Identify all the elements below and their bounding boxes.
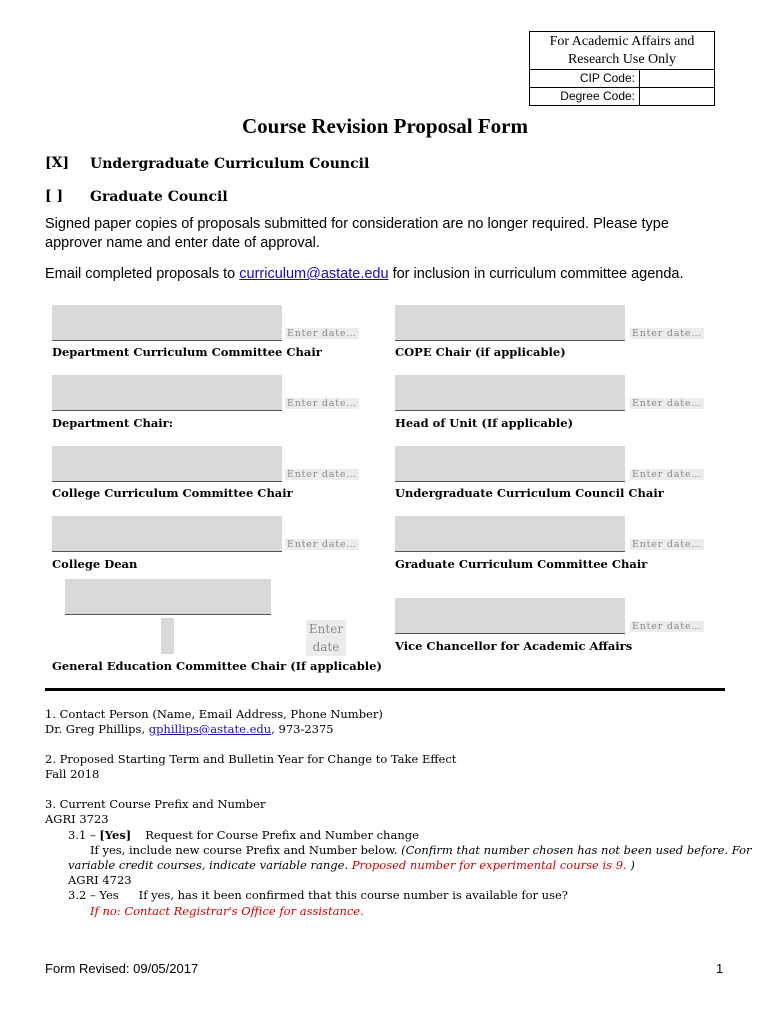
cip-code-field[interactable] [640,70,714,87]
section-3-2-line: 3.2 – Yes If yes, has it been confirmed that this course number is available for use? [68,888,568,902]
college-curriculum-chair-label: College Curriculum Committee Chair [52,486,293,500]
ucc-checkbox[interactable]: [X] [45,155,70,171]
gen-ed-chair-signature-extension [161,618,174,654]
cip-code-label: CIP Code: [530,70,640,87]
dept-curriculum-chair-label: Department Curriculum Committee Chair [52,345,322,359]
degree-code-field[interactable] [640,88,714,105]
cope-chair-date[interactable]: Enter date… [632,328,702,339]
section-3-1-instructions-cont: variable credit courses, indicate variable range. Proposed number for experimental course is 9. ) [68,858,635,872]
college-curriculum-chair-signature[interactable] [52,446,282,482]
ucc-chair-date[interactable]: Enter date… [632,469,702,480]
vice-chancellor-date[interactable]: Enter date… [632,621,702,632]
dept-curriculum-chair-signature[interactable] [52,305,282,341]
experimental-course-note: Proposed number for experimental course is 9. [351,858,627,872]
vice-chancellor-label: Vice Chancellor for Academic Affairs [395,639,633,653]
dept-chair-date[interactable]: Enter date… [287,398,357,409]
page-title: Course Revision Proposal Form [241,114,528,138]
section-3-1-answer[interactable]: [Yes] [99,828,132,842]
section-2-value: Fall 2018 [45,767,100,781]
grad-council-checkbox[interactable]: [ ] [45,188,64,204]
office-use-box [529,31,715,106]
vice-chancellor-signature[interactable] [395,598,625,634]
degree-code-label: Degree Code: [530,88,640,105]
section-3-1-new-number: AGRI 4723 [68,873,132,887]
cope-chair-label: COPE Chair (if applicable) [395,345,566,359]
section-divider [45,688,725,691]
dept-chair-signature[interactable] [52,375,282,411]
grad-curriculum-chair-label: Graduate Curriculum Committee Chair [395,557,648,571]
registrar-note: If no: Contact Registrar's Office for assistance. [90,904,364,918]
section-3-title: 3. Current Course Prefix and Number [45,797,266,811]
ucc-chair-signature[interactable] [395,446,625,482]
head-of-unit-date[interactable]: Enter date… [632,398,702,409]
gen-ed-chair-label: General Education Committee Chair (If applicable) [52,659,382,673]
cope-chair-signature[interactable] [395,305,625,341]
dept-curriculum-chair-date[interactable]: Enter date… [287,328,357,339]
office-use-heading: For Academic Affairs and Research Use Only [530,32,714,70]
section-3-2-answer[interactable]: 3.2 – Yes [68,888,119,902]
gen-ed-chair-date[interactable]: Enter date [306,620,346,656]
head-of-unit-signature[interactable] [395,375,625,411]
page-number: 1 [716,961,724,976]
section-2-title: 2. Proposed Starting Term and Bulletin Year for Change to Take Effect [45,752,457,766]
email-link[interactable]: curriculum@astate.edu [239,266,389,282]
dept-chair-label: Department Chair: [52,416,173,430]
contact-email-link[interactable]: gphillips@astate.edu [148,722,272,736]
section-3-value: AGRI 3723 [45,812,109,826]
college-dean-date[interactable]: Enter date… [287,539,357,550]
gen-ed-chair-signature[interactable] [65,579,271,615]
signed-copies-note: Signed paper copies of proposals submitted for consideration are no longer required. Please type approver name and enter date of approval. [45,216,669,251]
section-3-1-line: 3.1 – [Yes] Request for Course Prefix and Number change [68,828,419,842]
college-dean-label: College Dean [52,557,138,571]
ucc-label: Undergraduate Curriculum Council [90,156,370,172]
email-instructions: Email completed proposals to curriculum@astate.edu for inclusion in curriculum committee agenda. [45,266,684,282]
head-of-unit-label: Head of Unit (If applicable) [395,416,574,430]
section-1-title: 1. Contact Person (Name, Email Address, Phone Number) [45,707,383,721]
section-1-value: Dr. Greg Phillips, gphillips@astate.edu, 973-2375 [45,722,334,736]
grad-curriculum-chair-signature[interactable] [395,516,625,552]
section-3-1-instructions: If yes, include new course Prefix and Number below. (Confirm that number chosen has not been used before. For [90,843,752,857]
form-revised-date: Form Revised: 09/05/2017 [45,961,199,976]
college-dean-signature[interactable] [52,516,282,552]
college-curriculum-chair-date[interactable]: Enter date… [287,469,357,480]
grad-curriculum-chair-date[interactable]: Enter date… [632,539,702,550]
grad-council-label: Graduate Council [90,189,228,205]
ucc-chair-label: Undergraduate Curriculum Council Chair [395,486,664,500]
